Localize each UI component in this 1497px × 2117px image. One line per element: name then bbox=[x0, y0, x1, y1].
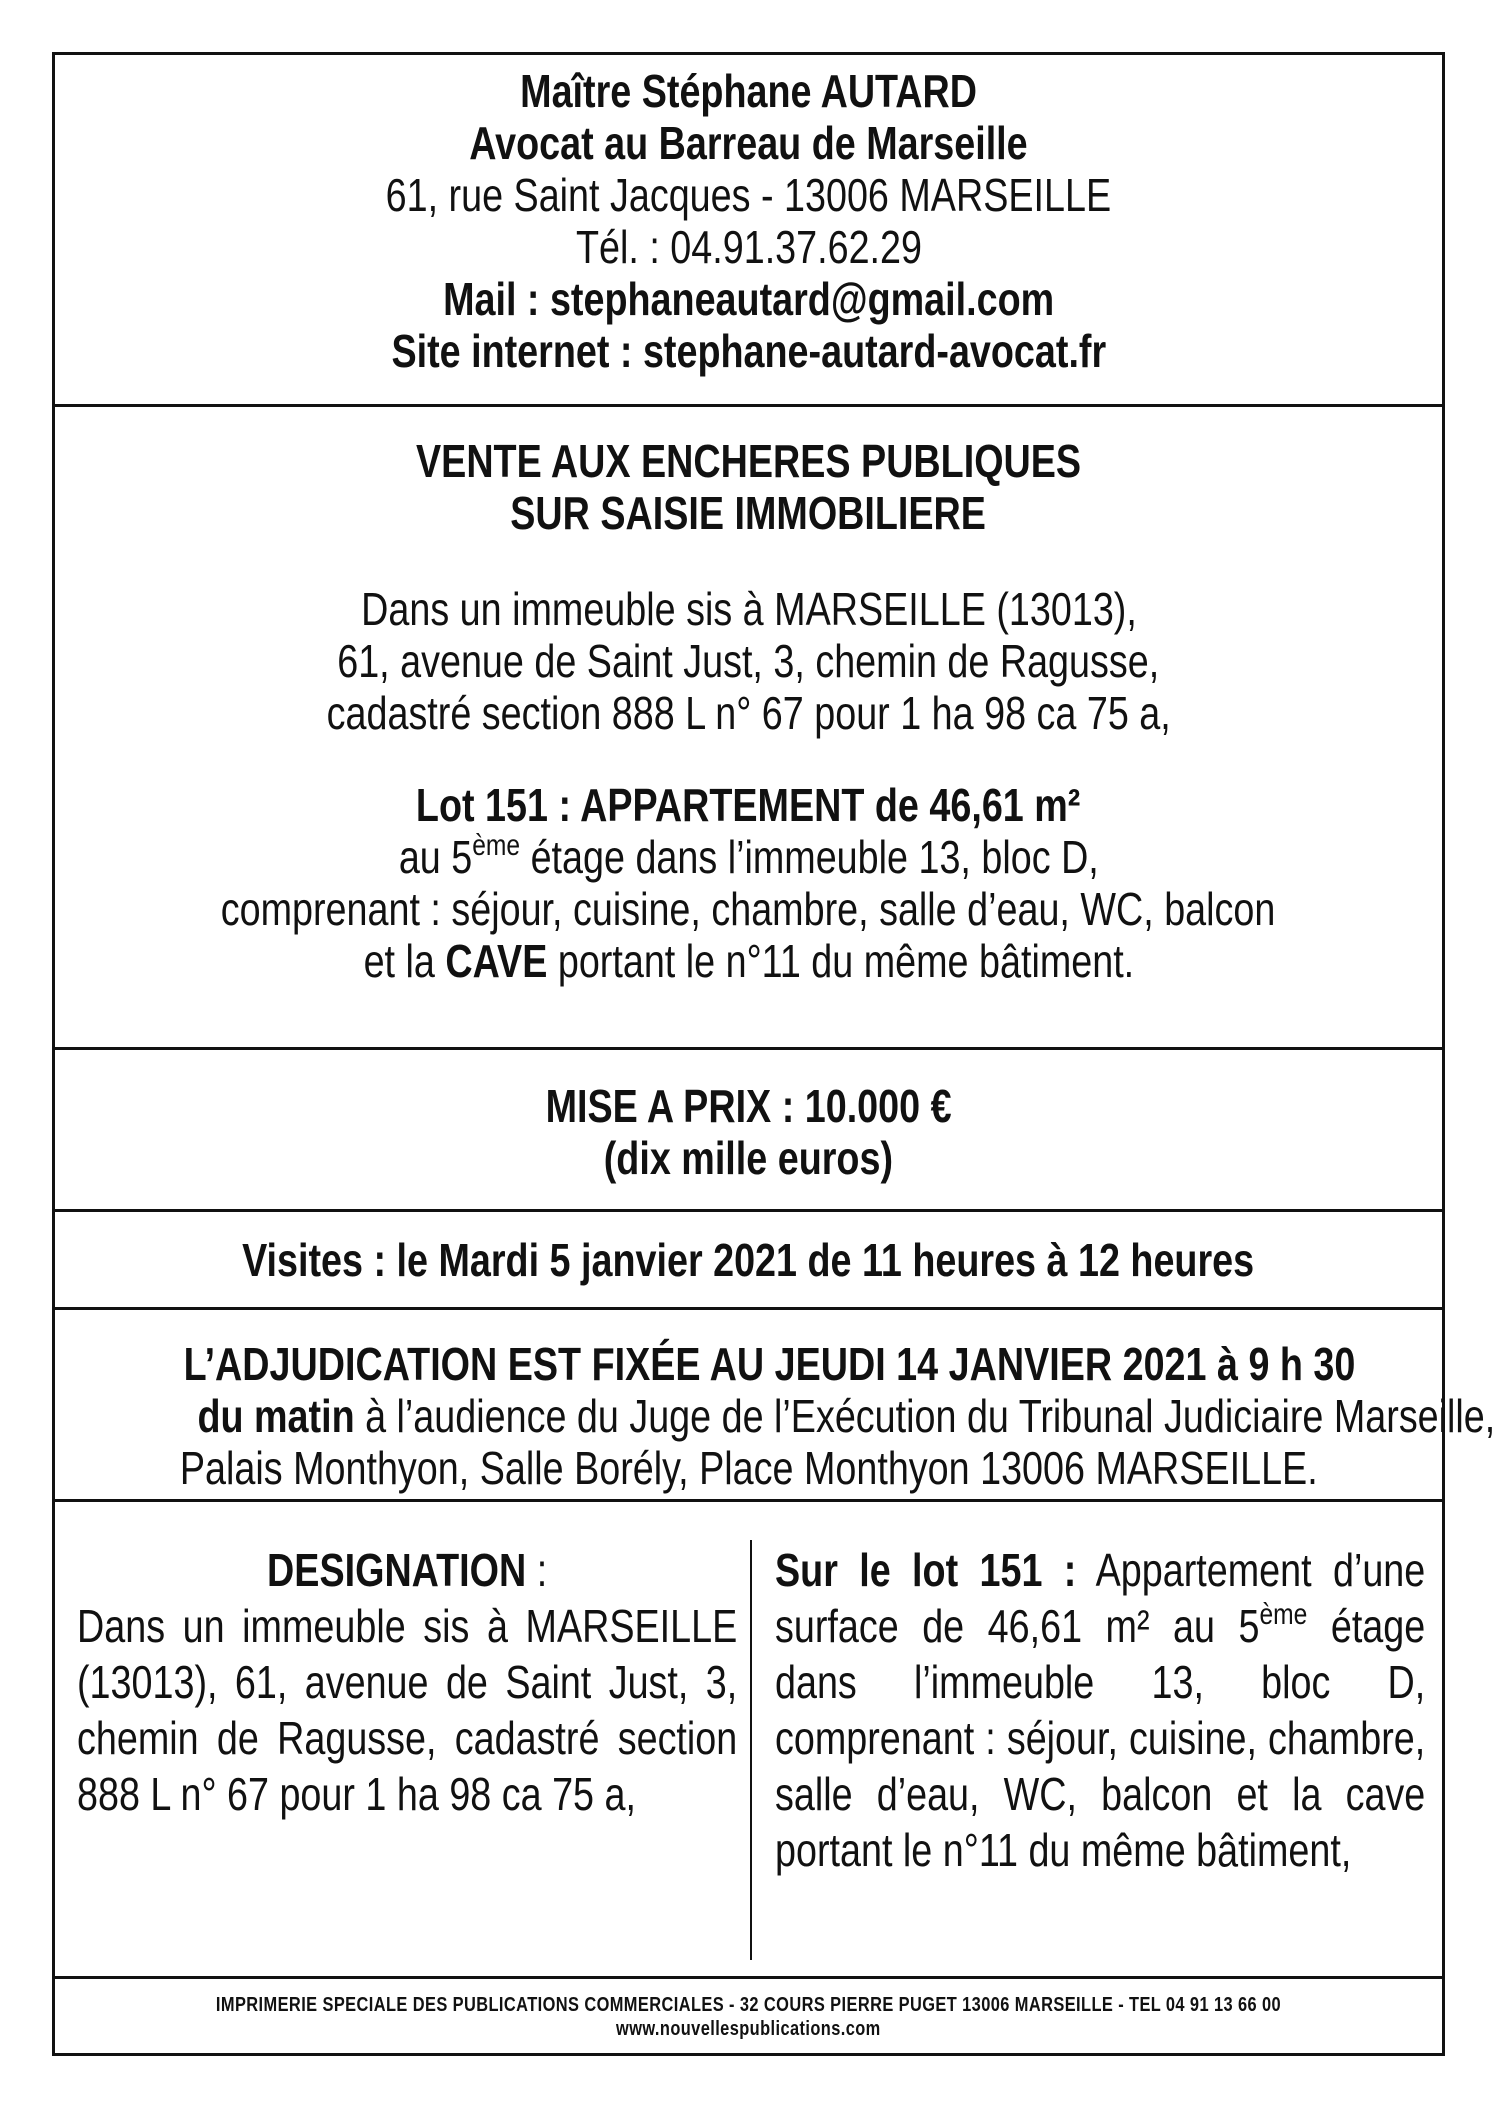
lot-rooms: comprenant : séjour, cuisine, chambre, salle d’eau, WC, balcon bbox=[221, 883, 1276, 935]
adjudication-date: L’ADJUDICATION EST FIXÉE AU JEUDI 14 JANVIER 2021 à 9 h 30 bbox=[183, 1338, 1356, 1390]
column-divider bbox=[750, 1540, 752, 1960]
sale-heading-2: SUR SAISIE IMMOBILIERE bbox=[510, 487, 987, 539]
designation-right-column bbox=[775, 1542, 1425, 1962]
lawyer-section bbox=[55, 55, 1442, 407]
lot-description: Sur le lot 151 : Appartement d’une surface de 46,61 m² au 5ème étage dans l’immeuble 13, bloc D, comprenant : séjour, cuisine, chambre, salle d’eau, WC, balcon et la cave portant le n°11 du même bâtiment, bbox=[775, 1544, 1426, 1876]
starting-price: MISE A PRIX : 10.000 € bbox=[545, 1080, 952, 1132]
designation-title: DESIGNATION : bbox=[267, 1544, 548, 1596]
lawyer-name: Maître Stéphane AUTARD bbox=[520, 65, 977, 117]
visits-text: Visites : le Mardi 5 janvier 2021 de 11 heures à 12 heures bbox=[242, 1234, 1255, 1286]
lawyer-mail: Mail : stephaneautard@gmail.com bbox=[442, 273, 1055, 325]
printer-website: www.nouvellespublications.com bbox=[616, 2018, 881, 2040]
notice-frame bbox=[52, 52, 1496, 2056]
lawyer-title: Avocat au Barreau de Marseille bbox=[469, 117, 1028, 169]
building-line-2: 61, avenue de Saint Just, 3, chemin de Ragusse, bbox=[337, 635, 1160, 687]
starting-price-words: (dix mille euros) bbox=[603, 1132, 894, 1184]
lot-cave: et la CAVE portant le n°11 du même bâtiment. bbox=[363, 935, 1134, 987]
building-line-3: cadastré section 888 L n° 67 pour 1 ha 98 ca 75 a, bbox=[326, 687, 1171, 739]
lot-floor: au 5ème étage dans l’immeuble 13, bloc D, bbox=[398, 829, 1099, 883]
printer-info: IMPRIMERIE SPECIALE DES PUBLICATIONS COMMERCIALES - 32 COURS PIERRE PUGET 13006 MARSEILLE - TEL 04 91 13 66 00 bbox=[215, 1994, 1282, 2016]
price-section bbox=[55, 1050, 1442, 1212]
sale-heading-1: VENTE AUX ENCHERES PUBLIQUES bbox=[415, 435, 1082, 487]
designation-left-column bbox=[77, 1542, 737, 1962]
sale-section bbox=[55, 407, 1442, 1050]
designation-text: Dans un immeuble sis à MARSEILLE (13013), 61, avenue de Saint Just, 3, chemin de Ragusse, cadastré section 888 L n° 67 pour 1 ha 98 ca 75 a, bbox=[77, 1600, 738, 1820]
adjudication-place: Palais Monthyon, Salle Borély, Place Monthyon 13006 MARSEILLE. bbox=[179, 1442, 1318, 1494]
adjudication-section bbox=[55, 1310, 1496, 1502]
designation-section bbox=[55, 1502, 1442, 1979]
lawyer-site: Site internet : stephane-autard-avocat.fr bbox=[391, 325, 1106, 377]
adjudication-hearing: du matin à l’audience du Juge de l’Exécution du Tribunal Judiciaire Marseille, bbox=[197, 1390, 1496, 1442]
printer-footer bbox=[55, 1979, 1442, 2056]
building-line-1: Dans un immeuble sis à MARSEILLE (13013), bbox=[360, 583, 1137, 635]
lot-title: Lot 151 : APPARTEMENT de 46,61 m² bbox=[416, 779, 1081, 831]
visits-section bbox=[55, 1212, 1442, 1310]
lawyer-address: 61, rue Saint Jacques - 13006 MARSEILLE bbox=[385, 169, 1112, 221]
lawyer-phone: Tél. : 04.91.37.62.29 bbox=[575, 221, 922, 273]
